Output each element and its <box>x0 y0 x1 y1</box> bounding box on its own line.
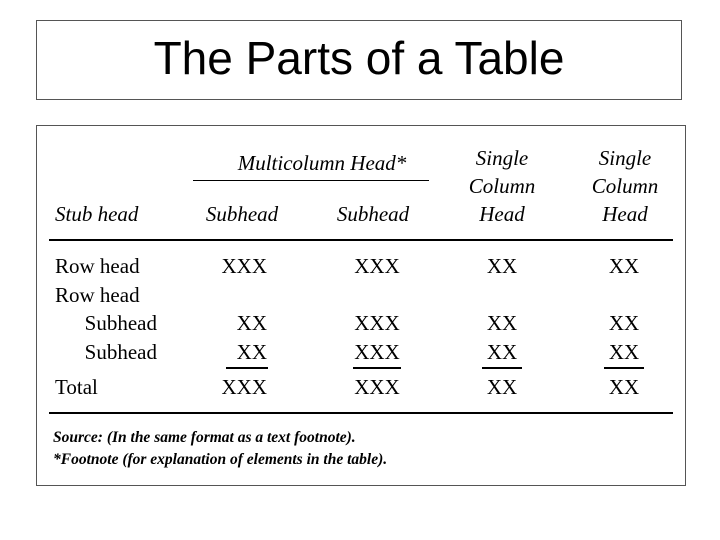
cell-r1-c3: XX <box>486 254 518 278</box>
sum-underline-c1 <box>226 367 268 369</box>
cell-r1-c4: XX <box>608 254 640 278</box>
table-figure <box>36 125 686 486</box>
cell-total-c2: XXX <box>354 375 400 399</box>
sum-underline-c3 <box>482 367 522 369</box>
slide-title: The Parts of a Table <box>153 32 565 84</box>
cell-r3-c1: XX <box>236 311 267 335</box>
single-column-head-2-line-3: Head <box>602 202 648 226</box>
row-subhead-1: Subhead <box>84 311 157 335</box>
sum-underline-c2 <box>353 367 401 369</box>
multicolumn-rule <box>193 180 429 181</box>
cell-r4-c3: XX <box>486 340 518 364</box>
row-subhead-2: Subhead <box>84 340 157 364</box>
cell-r1-c1: XXX <box>221 254 267 278</box>
single-column-head-2-line-2: Column <box>591 174 659 198</box>
cell-r4-c2: XXX <box>354 340 400 364</box>
cell-r4-c1: XX <box>236 340 267 364</box>
single-column-head-2-line-1: Single <box>598 146 652 170</box>
subhead-column-1: Subhead <box>205 202 279 226</box>
row-head-2: Row head <box>55 283 140 307</box>
footnote: *Footnote (for explanation of elements in the table). <box>53 451 388 468</box>
cell-r4-c4: XX <box>608 340 640 364</box>
single-column-head-1-line-2: Column <box>468 174 536 198</box>
cell-r1-c2: XXX <box>354 254 400 278</box>
title-box <box>36 20 682 100</box>
header-rule <box>49 239 673 241</box>
subhead-column-2: Subhead <box>336 202 410 226</box>
single-column-head-1-line-1: Single <box>475 146 529 170</box>
source-note: Source: (In the same format as a text footnote). <box>53 429 356 446</box>
sum-underline-c4 <box>604 367 644 369</box>
row-head-1: Row head <box>55 254 140 278</box>
cell-r3-c3: XX <box>486 311 518 335</box>
stub-head: Stub head <box>55 202 139 226</box>
row-total: Total <box>55 375 98 399</box>
cell-total-c4: XX <box>608 375 640 399</box>
bottom-rule <box>49 412 673 414</box>
cell-total-c3: XX <box>486 375 518 399</box>
cell-total-c1: XXX <box>221 375 267 399</box>
single-column-head-1-line-3: Head <box>479 202 525 226</box>
cell-r3-c2: XXX <box>354 311 400 335</box>
cell-r3-c4: XX <box>608 311 640 335</box>
multicolumn-head: Multicolumn Head* <box>237 151 407 175</box>
